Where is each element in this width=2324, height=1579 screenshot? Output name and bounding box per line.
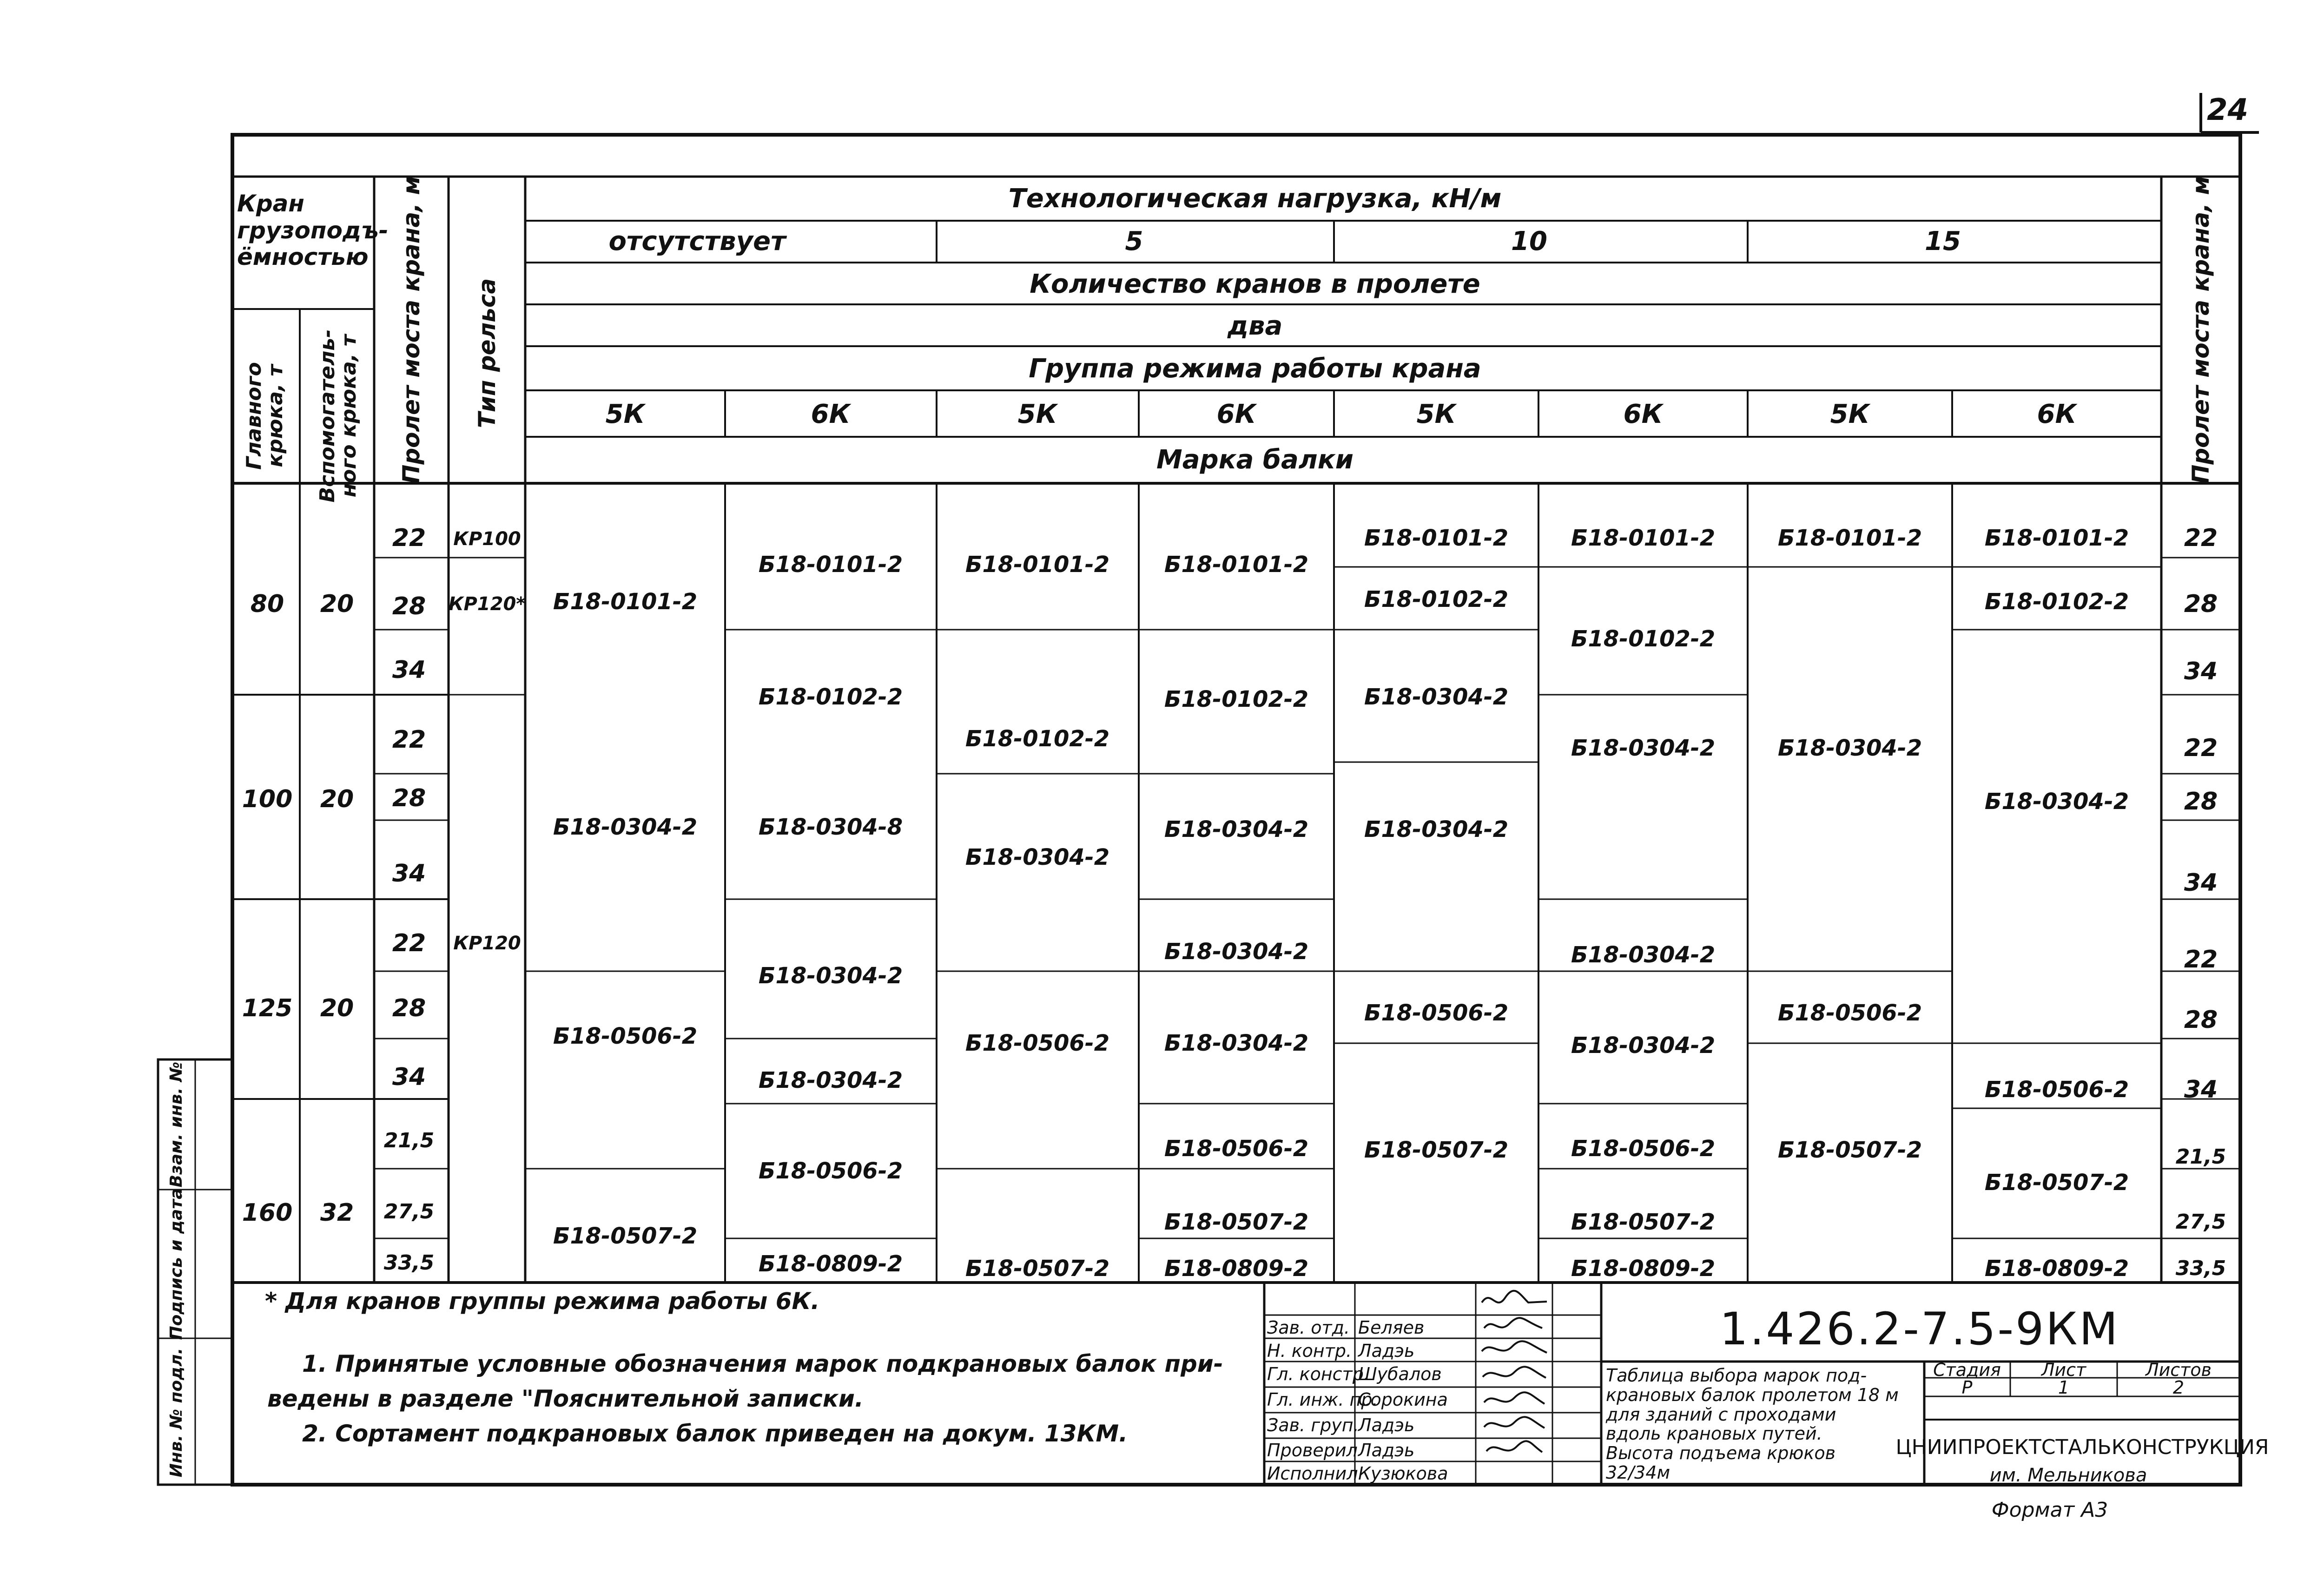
beam-mark: Б18-0101-2 <box>553 589 698 615</box>
beam-mark: Б18-0304-2 <box>1571 735 1716 761</box>
aux-hook-3: 20 <box>320 994 354 1022</box>
beam-mark: Б18-0304-8 <box>758 814 903 840</box>
beam-mark: Б18-0506-2 <box>1164 1136 1309 1162</box>
span-right-11: 27,5 <box>2175 1210 2226 1234</box>
stamp-name: Сорокина <box>1358 1389 1448 1410</box>
beam-mark: Б18-0304-2 <box>1364 684 1509 710</box>
stamp-role: Н. контр. <box>1267 1341 1352 1361</box>
beam-mark: Б18-0101-2 <box>758 552 903 578</box>
beam-mark: Б18-0101-2 <box>965 552 1110 578</box>
stamp-name: Ладэь <box>1358 1341 1415 1361</box>
beam-mark: Б18-0304-2 <box>553 814 698 840</box>
beam-mark-label: Марка балки <box>1156 445 1354 475</box>
crane-capacity-header: Кран грузоподъ- ёмностью <box>237 190 389 270</box>
rail-kr120: КР120 <box>453 933 521 954</box>
duty-group-8: 6К <box>2037 399 2077 429</box>
side-stamp-sign: Подпись и дата <box>167 1188 186 1340</box>
duty-group-label: Группа режима работы крана <box>1029 354 1481 384</box>
beam-mark: Б18-0102-2 <box>1164 686 1309 712</box>
beam-mark: Б18-0101-2 <box>1164 552 1309 578</box>
beam-mark: Б18-0304-2 <box>758 963 903 989</box>
beam-mark: Б18-0304-2 <box>1364 816 1509 842</box>
sheets-label: Листов <box>2146 1360 2212 1380</box>
stamp-role: Гл. констр. <box>1267 1364 1369 1384</box>
aux-hook-2: 20 <box>320 785 354 813</box>
load-15: 15 <box>1925 226 1961 257</box>
beam-mark: Б18-0101-2 <box>1364 525 1509 551</box>
beam-mark: Б18-0304-2 <box>1984 789 2129 815</box>
sheet-label: Лист <box>2041 1360 2086 1380</box>
side-stamp-replace: Взам. инв. № <box>167 1061 186 1188</box>
span-left-9: 34 <box>392 1063 426 1091</box>
stage-value: Р <box>1961 1377 1973 1398</box>
signature-scribbles <box>1477 1284 1552 1484</box>
span-right-2: 28 <box>2184 590 2218 618</box>
load-10: 10 <box>1511 226 1547 257</box>
beam-mark: Б18-0507-2 <box>1777 1137 1922 1163</box>
beam-mark: Б18-0102-2 <box>758 684 903 710</box>
span-left-12: 33,5 <box>383 1251 435 1275</box>
crane-count-value: два <box>1227 311 1283 341</box>
span-right-12: 33,5 <box>2175 1257 2226 1280</box>
tech-load-header: Технологическая нагрузка, кН/м <box>1008 184 1502 214</box>
aux-hook-header: Вспомогатель- ного крюка, т <box>315 329 361 503</box>
beam-mark: Б18-0506-2 <box>965 1030 1110 1056</box>
beam-mark: Б18-0507-2 <box>1364 1137 1509 1163</box>
beam-mark: Б18-0507-2 <box>965 1256 1110 1282</box>
footnote: * Для кранов группы режима работы 6К. <box>265 1288 820 1315</box>
beam-mark: Б18-0809-2 <box>1984 1256 2129 1282</box>
beam-mark: Б18-0507-2 <box>1571 1209 1716 1235</box>
note-1b: ведены в разделе "Пояснительной записки. <box>267 1385 864 1412</box>
beam-mark: Б18-0506-2 <box>758 1158 903 1184</box>
duty-group-1: 5К <box>605 399 645 429</box>
stamp-role: Проверил <box>1267 1440 1358 1461</box>
stamp-name: Ладэь <box>1358 1415 1415 1435</box>
duty-group-5: 5К <box>1416 399 1456 429</box>
beam-mark: Б18-0304-2 <box>965 844 1110 870</box>
org-name: ЦНИИПРОЕКТСТАЛЬКОНСТРУКЦИЯ <box>1895 1435 2269 1459</box>
span-left-7: 22 <box>392 929 426 957</box>
span-left-6: 34 <box>392 860 426 888</box>
stamp-role: Зав. отд. <box>1267 1317 1350 1338</box>
sheet-value: 1 <box>2058 1377 2070 1398</box>
beam-mark: Б18-0304-2 <box>1571 942 1716 968</box>
duty-group-3: 5К <box>1017 399 1057 429</box>
load-5: 5 <box>1125 226 1143 257</box>
span-left-1: 22 <box>392 524 426 552</box>
stamp-name: Кузюкова <box>1358 1463 1448 1484</box>
span-right-6: 34 <box>2184 869 2218 897</box>
span-left-2: 28 <box>392 592 426 620</box>
rail-kr100: КР100 <box>453 528 521 550</box>
beam-mark: Б18-0304-2 <box>1164 1030 1309 1056</box>
span-right-10: 21,5 <box>2175 1145 2226 1169</box>
rail-kr120-star: КР120* <box>448 593 526 615</box>
stamp-role: Зав. груп. <box>1267 1415 1359 1435</box>
span-right-9: 34 <box>2184 1076 2218 1104</box>
beam-mark: Б18-0506-2 <box>1984 1077 2129 1103</box>
aux-hook-1: 20 <box>320 590 354 618</box>
beam-mark: Б18-0809-2 <box>758 1251 903 1277</box>
span-left-11: 27,5 <box>383 1200 435 1224</box>
beam-mark: Б18-0507-2 <box>553 1223 698 1249</box>
span-right-1: 22 <box>2184 524 2218 552</box>
beam-mark: Б18-0809-2 <box>1164 1256 1309 1282</box>
beam-mark: Б18-0102-2 <box>1571 626 1716 652</box>
beam-mark: Б18-0304-2 <box>1164 939 1309 965</box>
beam-mark: Б18-0304-2 <box>1164 816 1309 842</box>
beam-mark: Б18-0507-2 <box>1164 1209 1309 1235</box>
beam-mark: Б18-0304-2 <box>1571 1033 1716 1059</box>
beam-mark: Б18-0101-2 <box>1777 525 1922 551</box>
beam-mark: Б18-0507-2 <box>1984 1170 2129 1196</box>
beam-mark: Б18-0102-2 <box>1984 589 2129 615</box>
beam-mark: Б18-0304-2 <box>758 1067 903 1093</box>
main-hook-100: 100 <box>242 785 293 813</box>
crane-count-label: Количество кранов в пролете <box>1030 269 1480 299</box>
note-1a: 1. Принятые условные обозначения марок подкрановых балок при- <box>302 1350 1223 1377</box>
stamp-name: Шубалов <box>1358 1364 1442 1384</box>
span-left-10: 21,5 <box>383 1129 435 1152</box>
load-absent: отсутствует <box>608 226 786 257</box>
stamp-name: Ладэь <box>1358 1440 1415 1461</box>
beam-mark: Б18-0101-2 <box>1984 525 2129 551</box>
span-right-4: 22 <box>2184 734 2218 762</box>
beam-mark: Б18-0506-2 <box>1571 1136 1716 1162</box>
span-left-header: Пролет моста крана, м <box>397 176 425 484</box>
stage-label: Стадия <box>1933 1360 2001 1380</box>
span-left-4: 22 <box>392 726 426 754</box>
beam-mark: Б18-0102-2 <box>1364 586 1509 612</box>
sheet-title: Таблица выбора марок под- крановых балок пролетом 18 м для зданий с проходами вдоль крановых путей. Высота подъема крюков 32/34м <box>1606 1365 1899 1483</box>
span-right-5: 28 <box>2184 788 2218 816</box>
duty-group-6: 6К <box>1623 399 1663 429</box>
stamp-role: Гл. инж. пр. <box>1267 1389 1378 1410</box>
sheets-value: 2 <box>2172 1377 2185 1398</box>
org-sub: им. Мельникова <box>1989 1465 2147 1486</box>
span-left-3: 34 <box>392 656 426 684</box>
beam-mark: Б18-0506-2 <box>1777 1000 1922 1026</box>
span-right-3: 34 <box>2184 658 2218 685</box>
main-hook-125: 125 <box>242 994 293 1022</box>
beam-mark: Б18-0102-2 <box>965 726 1110 752</box>
span-right-7: 22 <box>2184 946 2218 974</box>
main-hook-header: Главного крюка, т <box>242 362 287 470</box>
aux-hook-4: 32 <box>320 1199 354 1227</box>
beam-mark: Б18-0304-2 <box>1777 735 1922 761</box>
beam-mark: Б18-0506-2 <box>1364 1000 1509 1026</box>
beam-mark: Б18-0506-2 <box>553 1023 698 1049</box>
note-2: 2. Сортамент подкрановых балок приведен на докум. 13КМ. <box>302 1420 1128 1447</box>
beam-mark: Б18-0101-2 <box>1571 525 1716 551</box>
side-stamp-inv: Инв. № подл. <box>167 1348 186 1478</box>
main-hook-160: 160 <box>242 1199 293 1227</box>
stamp-role: Исполнил <box>1267 1463 1358 1484</box>
page-number: 24 <box>2207 93 2249 127</box>
beam-mark: Б18-0809-2 <box>1571 1256 1716 1282</box>
stamp-name: Беляев <box>1358 1317 1425 1338</box>
span-left-8: 28 <box>392 994 426 1022</box>
duty-group-4: 6К <box>1216 399 1256 429</box>
span-right-8: 28 <box>2184 1006 2218 1034</box>
rail-type-header: Тип рельса <box>473 278 501 428</box>
main-hook-80: 80 <box>250 590 284 618</box>
span-right-header: Пролет моста крана, м <box>2187 176 2214 484</box>
format-label: Формат А3 <box>1991 1498 2108 1522</box>
span-left-5: 28 <box>392 784 426 812</box>
duty-group-2: 6К <box>811 399 851 429</box>
duty-group-7: 5К <box>1830 399 1870 429</box>
doc-code: 1.426.2-7.5-9КМ <box>1719 1303 2120 1355</box>
